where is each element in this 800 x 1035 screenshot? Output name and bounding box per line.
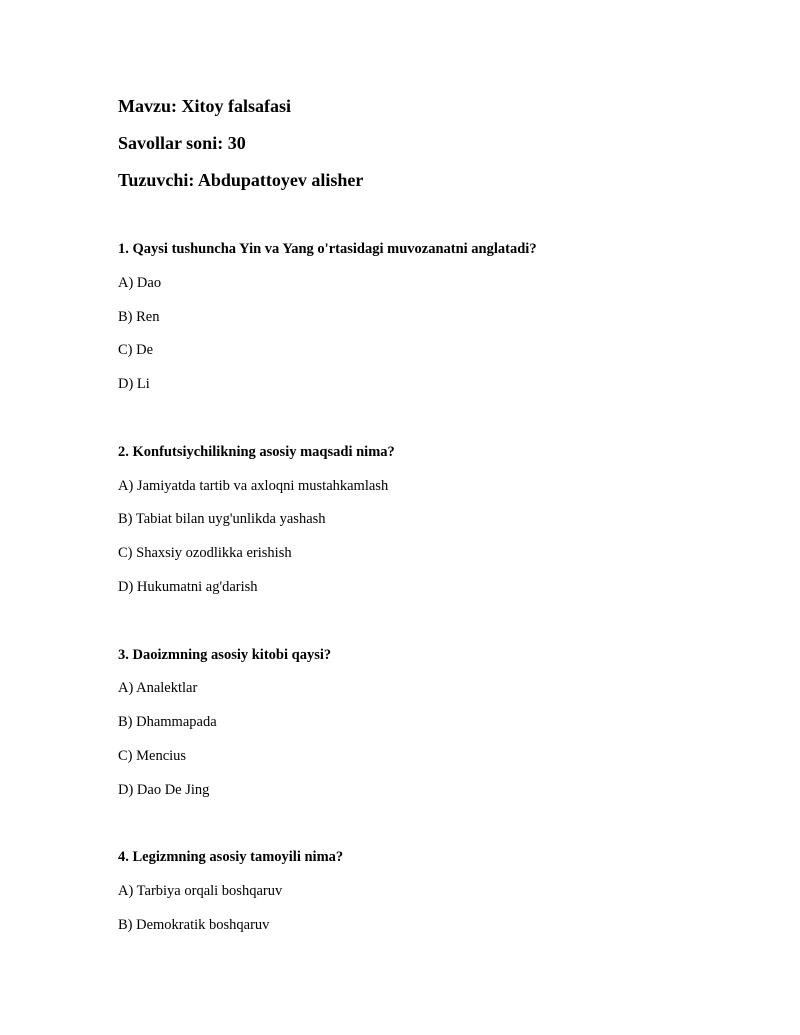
question-3-option-a: A) Analektlar (118, 680, 198, 696)
question-4-option-b: B) Demokratik boshqaruv (118, 917, 270, 933)
question-4-title: 4. Legizmning asosiy tamoyili nima? (118, 849, 344, 865)
author-heading: Tuzuvchi: Abdupattoyev alisher (118, 170, 364, 190)
question-1-option-d: D) Li (118, 376, 150, 392)
question-3-option-b: B) Dhammapada (118, 714, 217, 730)
question-2-title: 2. Konfutsiychilikning asosiy maqsadi nima? (118, 444, 395, 460)
question-4-option-a: A) Tarbiya orqali boshqaruv (118, 883, 283, 899)
question-1-title: 1. Qaysi tushuncha Yin va Yang o'rtasidagi muvozanatni anglatadi? (118, 241, 537, 257)
question-3-option-c: C) Mencius (118, 748, 187, 764)
question-1-option-a: A) Dao (118, 275, 162, 291)
question-2-option-d: D) Hukumatni ag'darish (118, 579, 258, 595)
question-1-option-b: B) Ren (118, 309, 160, 325)
question-2-option-c: C) Shaxsiy ozodlikka erishish (118, 545, 292, 561)
question-2-option-a: A) Jamiyatda tartib va axloqni mustahkamlash (118, 478, 389, 494)
question-3-title: 3. Daoizmning asosiy kitobi qaysi? (118, 647, 332, 663)
question-3-option-d: D) Dao De Jing (118, 782, 210, 798)
question-2-option-b: B) Tabiat bilan uyg'unlikda yashash (118, 511, 326, 527)
question-1-option-c: C) De (118, 342, 154, 358)
topic-heading: Mavzu: Xitoy falsafasi (118, 96, 291, 116)
question-count-heading: Savollar soni: 30 (118, 133, 246, 153)
